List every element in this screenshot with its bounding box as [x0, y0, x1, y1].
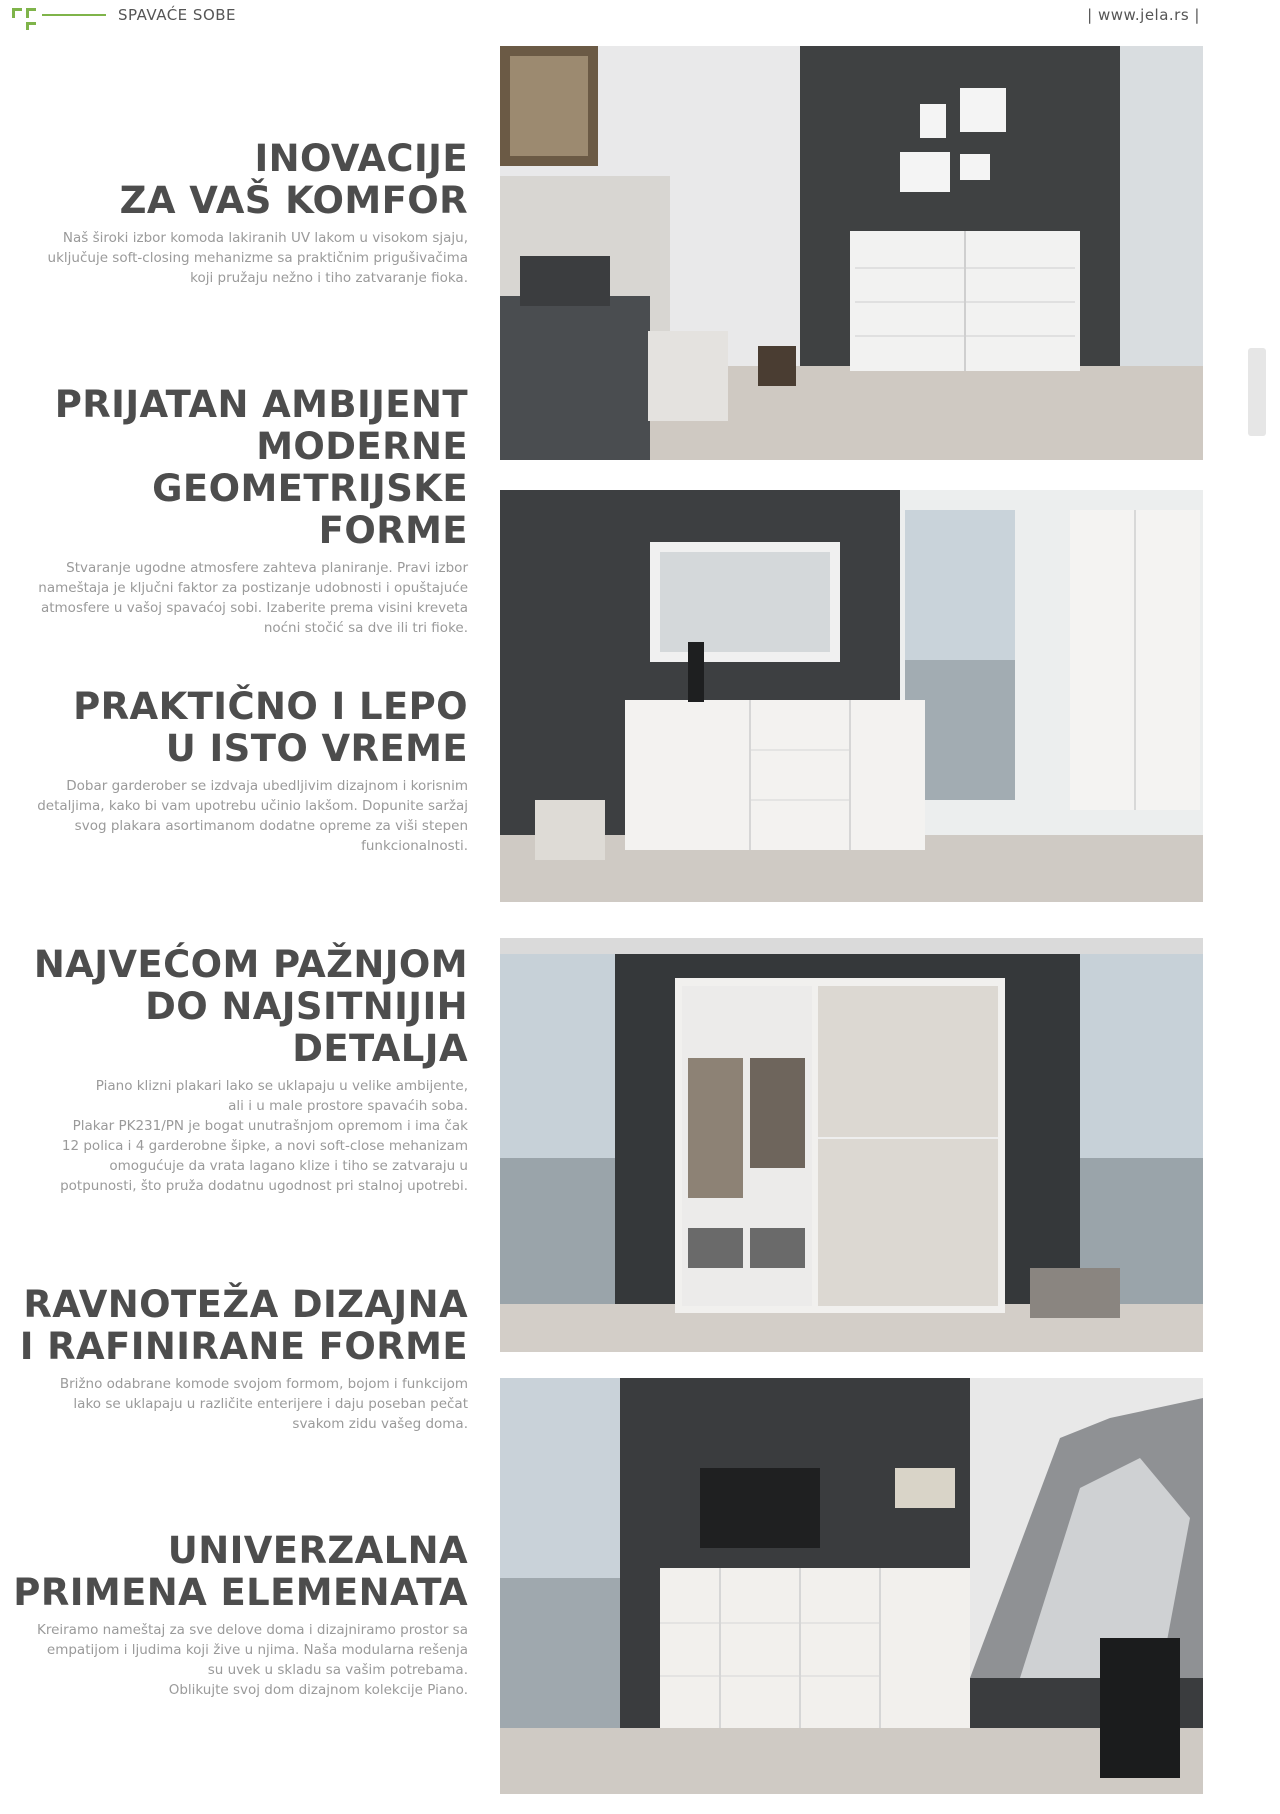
title-line: UNIVERZALNA: [167, 1529, 468, 1572]
feature-block-comfort: [0, 138, 468, 288]
title-line: RAVNOTEŽA DIZAJNA: [23, 1283, 468, 1326]
photo-living-sideboard: [500, 1378, 1203, 1794]
jela-logo: [12, 8, 38, 30]
photo-dresser-mirror: [500, 490, 1203, 902]
feature-description: Brižno odabrane komode svojom formom, bojom i funkcijom lako se uklapaju u različite enterijere i daju poseban pečat svakom zidu vašeg doma.: [59, 1376, 468, 1432]
feature-title: [0, 1530, 468, 1614]
feature-block-balance: [0, 1284, 468, 1434]
feature-title: [0, 1284, 468, 1368]
feature-description: Stvaranje ugodne atmosfere zahteva planiranje. Pravi izbor nameštaja je ključni faktor za postizanje udobnosti i opuštajuće atmosfere u vašoj spavaćoj sobi. Izaberite prema visini kreveta noćni stočić sa dve ili tri fioke.: [38, 560, 468, 636]
title-line: DETALJA: [292, 1027, 468, 1070]
feature-block-details: [0, 944, 468, 1196]
feature-block-ambience: [0, 384, 468, 638]
header-divider: [42, 14, 106, 16]
website-link[interactable]: | www.jela.rs |: [1087, 6, 1200, 24]
section-title: SPAVAĆE SOBE: [118, 6, 237, 24]
title-line: DO NAJSITNIJIH: [145, 985, 468, 1028]
title-line: NAJVEĆOM PAŽNJOM: [33, 943, 468, 986]
photo-bedroom-dresser: [500, 46, 1203, 460]
page-edge-tab: [1248, 348, 1266, 436]
title-line: ZA VAŠ KOMFOR: [119, 179, 468, 222]
feature-description: Dobar garderober se izdvaja ubedljivim dizajnom i korisnim detaljima, kako bi vam upotrebu učinio lakšom. Dopunite saržaj svog plakara asortimanom dodatne opreme za viši stepen funkcionalnosti.: [37, 778, 468, 854]
title-line: GEOMETRIJSKE FORME: [152, 467, 468, 552]
title-line: INOVACIJE: [254, 137, 468, 180]
title-line: I RAFINIRANE FORME: [19, 1325, 468, 1368]
feature-block-practical: [0, 686, 468, 856]
feature-description: Kreiramo nameštaj za sve delove doma i dizajniramo prostor sa empatijom i ljudima koji žive u njima. Naša modularna rešenja su uvek u skladu sa vašim potrebama. Oblikujte svoj dom dizajnom kolekcije Piano.: [36, 1622, 468, 1698]
title-line: PRAKTIČNO I LEPO: [73, 685, 468, 728]
feature-block-universal: [0, 1530, 468, 1700]
feature-description: Naš široki izbor komoda lakiranih UV lakom u visokom sjaju, uključuje soft-closing mehanizme sa praktičnim prigušivačima koji pružaju nežno i tiho zatvaranje fioka.: [47, 230, 468, 286]
feature-title: [0, 944, 468, 1070]
feature-title: [0, 686, 468, 770]
title-line: PRIMENA ELEMENATA: [13, 1571, 468, 1614]
title-line: U ISTO VREME: [165, 727, 468, 770]
feature-description: Piano klizni plakari lako se uklapaju u velike ambijente, ali i u male prostore spavaćih soba. Plakar PK231/PN je bogat unutrašnjom opremom i ima čak 12 polica i 4 garderobne šipke, a novi soft-close mehanizam omogućuje da vrata lagano klize i tiho se zatvaraju u potpunosti, što pruža dodatnu ugodnost pri stalnoj upotrebi.: [60, 1078, 468, 1194]
feature-title: [0, 138, 468, 222]
title-line: MODERNE: [256, 425, 468, 468]
title-line: PRIJATAN AMBIJENT: [54, 383, 468, 426]
feature-title: [0, 384, 468, 552]
photo-sliding-wardrobe: [500, 938, 1203, 1352]
